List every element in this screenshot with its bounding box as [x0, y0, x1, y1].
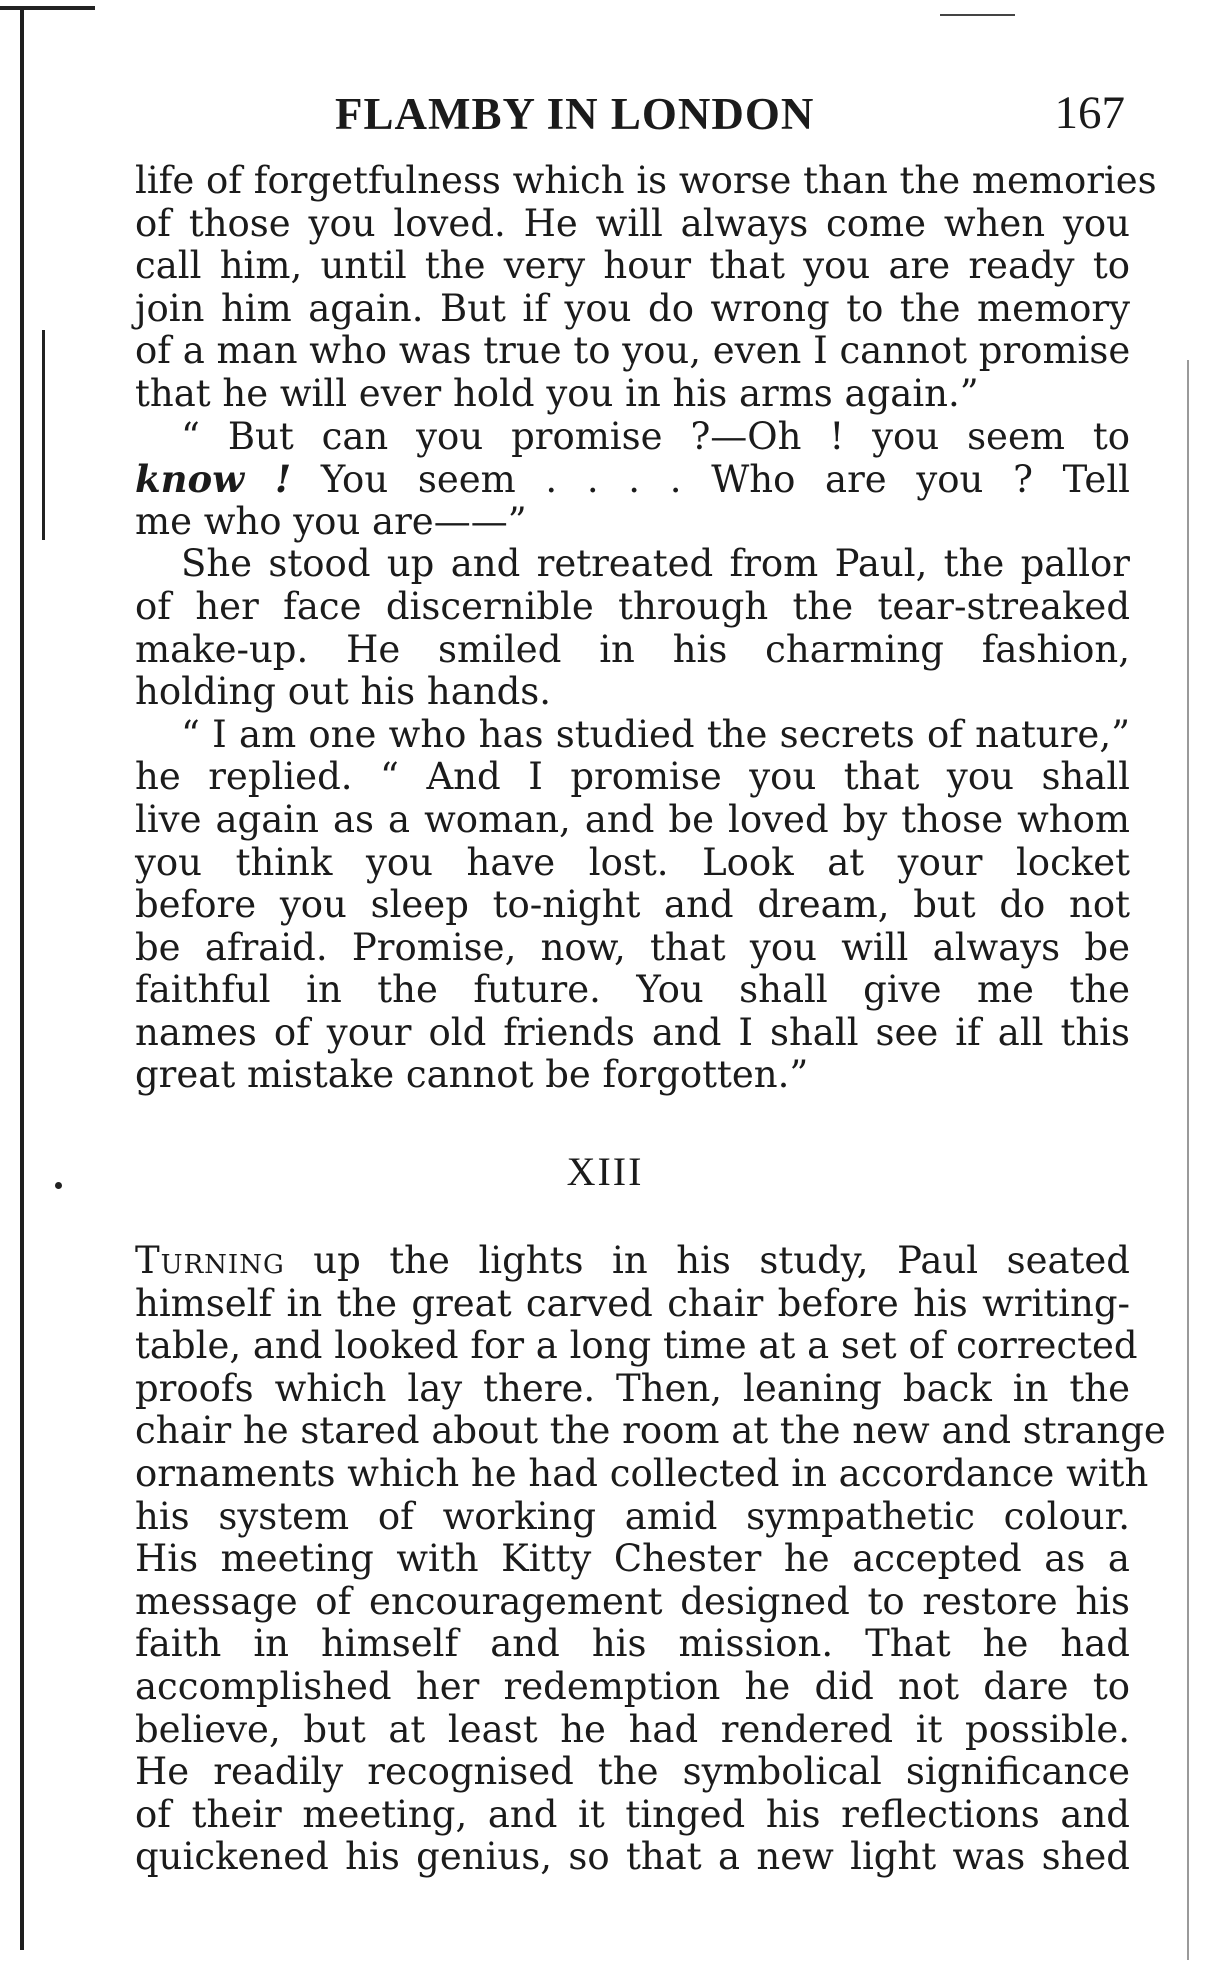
text-line: accomplished her redemption he did not dare to [135, 1664, 1130, 1708]
text-line: join him again. But if you do wrong to the memory [135, 286, 1130, 330]
page-binding-edge [20, 10, 24, 1950]
text-line: be afraid. Promise, now, that you will always be [135, 925, 1130, 969]
text-line: names of your old friends and I shall see if all this [135, 1010, 1130, 1054]
text-line: “ I am one who has studied the secrets of nature,” [181, 712, 1130, 756]
text-line: ornaments which he had collected in accordance with [135, 1451, 1149, 1495]
text-line: proofs which lay there. Then, leaning back in the [135, 1366, 1130, 1410]
text-fragment: You seem . . . . Who are you ? Tell [320, 458, 1130, 502]
text-line: he replied. “ And I promise you that you shall [135, 755, 1130, 799]
text-fragment: up the lights in his study, Paul seated [284, 1239, 1130, 1282]
text-line: of her face discernible through the tear-streaked [135, 584, 1130, 628]
text-line: live again as a woman, and be loved by those whom [135, 797, 1130, 841]
body-text-section-2 [135, 1239, 1166, 1879]
text-line: of those you loved. He will always come when you [135, 201, 1130, 245]
text-line: message of encouragement designed to restore his [135, 1579, 1130, 1623]
text-line: great mistake cannot be forgotten.” [135, 1053, 809, 1097]
text-line: He readily recognised the symbolical significance [135, 1750, 1130, 1794]
text-line: before you sleep to-night and dream, but do not [135, 883, 1130, 927]
text-line: that he will ever hold you in his arms again.” [135, 371, 979, 415]
page-header [135, 78, 1135, 148]
text-line: holding out his hands. [135, 670, 552, 714]
text-line: make-up. He smiled in his charming fashion, [135, 627, 1130, 671]
text-line: chair he stared about the room at the new and strange [135, 1409, 1166, 1453]
page-number: 167 [1054, 87, 1125, 139]
text-line: of a man who was true to you, even I cannot promise [135, 329, 1131, 373]
text-line: himself in the great carved chair before his writing- [135, 1281, 1130, 1325]
scan-edge-mark [0, 6, 95, 10]
text-line: “ But can you promise ?—Oh ! you seem to [181, 414, 1130, 458]
text-line-chapter-opening [135, 1240, 1130, 1283]
text-line: me who you are——” [135, 499, 527, 543]
text-line: his system of working amid sympathetic colour. [135, 1494, 1130, 1538]
text-line: of their meeting, and it tinged his reflections and [135, 1792, 1130, 1836]
text-line-with-emphasis [135, 458, 1130, 501]
text-line: call him, until the very hour that you are ready to [135, 244, 1130, 288]
margin-mark [42, 330, 45, 540]
text-line: faith in himself and his mission. That he had [135, 1622, 1130, 1666]
text-line: table, and looked for a long time at a set of corrected [135, 1324, 1138, 1368]
text-line: His meeting with Kitty Chester he accepted as a [135, 1537, 1130, 1581]
text-line: life of forgetfulness which is worse than the memories [135, 159, 1157, 202]
text-line: believe, but at least he had rendered it possible. [135, 1707, 1130, 1751]
emphasized-word: know ! [135, 457, 292, 502]
running-head: FLAMBY IN LONDON [335, 89, 815, 139]
text-line: you think you have lost. Look at your locket [135, 840, 1130, 884]
text-line: quickened his genius, so that a new light was shed [135, 1835, 1130, 1879]
body-text-section-1 [135, 159, 1157, 1097]
text-line: faithful in the future. You shall give me the [135, 968, 1130, 1012]
opening-word: Turning [135, 1239, 285, 1282]
chapter-heading: XIII [566, 1149, 644, 1194]
text-line: She stood up and retreated from Paul, the pallor [181, 542, 1130, 586]
scan-edge-mark [940, 14, 1015, 16]
